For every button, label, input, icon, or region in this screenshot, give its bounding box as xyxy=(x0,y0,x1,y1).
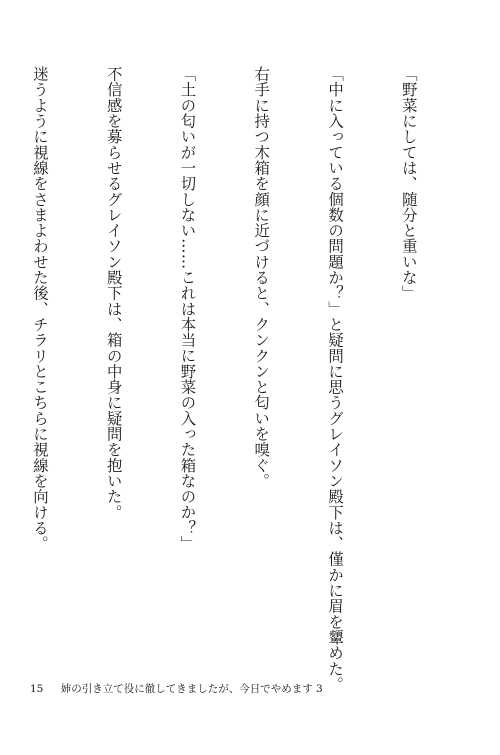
page-footer xyxy=(30,683,323,695)
text-line: 「中に入っている個数の問題か？」と疑問に思うグレイソン殿下は、僅かに眉を顰めた。 xyxy=(326,66,345,692)
text-line: 迷うように視線をさまよわせた後、チラリとこちらに視線を向ける。 xyxy=(30,66,49,552)
text-line: 不信感を募らせるグレイソン殿下は、箱の中身に疑問を抱いた。 xyxy=(104,66,123,520)
text-line: 右手に持つ木箱を顔に近づけると、クンクンと匂いを嗅ぐ。 xyxy=(252,66,271,489)
text-line: 「野菜にしては、随分と重いな」 xyxy=(399,66,418,301)
text-line: 「土の匂いが一切しない……これは本当に野菜の入った箱なのか？」 xyxy=(178,66,197,552)
page-number: 15 xyxy=(30,683,44,695)
running-title: 姉の引き立て役に徹してきましたが、今日でやめます 3 xyxy=(60,683,323,695)
